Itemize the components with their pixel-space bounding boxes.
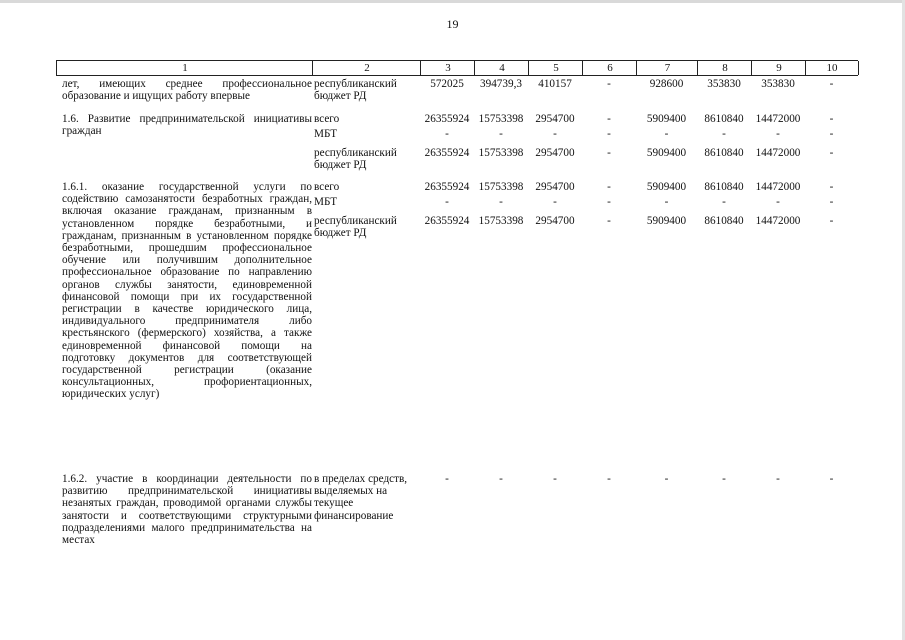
cell-col-7: 928600 — [649, 78, 684, 90]
cell-col-7: - — [664, 473, 669, 485]
cell-col-4: 394739,3 — [480, 78, 522, 90]
cell-col-8: - — [722, 196, 726, 208]
cell-col-10: - — [829, 113, 834, 125]
cell-col-3: 572025 — [430, 78, 464, 90]
cell-col-3: - — [445, 196, 449, 208]
cell-col-7: 5909400 — [646, 181, 687, 193]
cell-col-5: - — [553, 128, 557, 140]
cell-col-4: 15753398 — [478, 181, 524, 193]
cell-col-9: 14472000 — [755, 215, 801, 227]
cell-col-6: - — [607, 128, 611, 140]
cell-col-8: 8610840 — [704, 113, 744, 125]
cell-col-8: - — [722, 473, 726, 485]
row-funding-source: республиканский бюджет РД — [314, 147, 397, 172]
cell-col-5: - — [553, 473, 557, 485]
cell-col-4: - — [499, 196, 503, 208]
cell-col-4: - — [499, 473, 503, 485]
cell-col-9: 14472000 — [755, 113, 801, 125]
row-funding-source: республиканский бюджет РД — [314, 78, 397, 103]
cell-col-3: 26355924 — [424, 181, 470, 193]
header-col-2: 2 — [312, 61, 421, 75]
cell-col-6: - — [607, 78, 611, 90]
row-funding-source: всего — [314, 113, 340, 125]
row-description: 1.6. Развитие предпринимательской инициативы граждан — [62, 113, 312, 138]
page-number: 19 — [446, 17, 459, 31]
cell-col-9: 14472000 — [755, 181, 801, 193]
cell-col-3: - — [445, 473, 449, 485]
header-col-9: 9 — [751, 61, 806, 75]
cell-col-5: 2954700 — [535, 147, 575, 159]
row-funding-source: республиканский бюджет РД — [314, 215, 397, 240]
cell-col-9: - — [776, 128, 780, 140]
cell-col-7: 5909400 — [646, 113, 687, 125]
row-funding-source: в пределах средств, выделяемых на текущее финансирование — [314, 473, 408, 522]
cell-col-8: - — [722, 128, 726, 140]
cell-col-9: 14472000 — [755, 147, 801, 159]
header-col-8: 8 — [697, 61, 752, 75]
cell-col-10: - — [829, 215, 834, 227]
cell-col-8: 353830 — [707, 78, 741, 90]
cell-col-5: 2954700 — [535, 215, 575, 227]
cell-col-9: - — [776, 473, 780, 485]
cell-col-7: - — [664, 196, 669, 208]
cell-col-6: - — [607, 215, 611, 227]
header-col-4: 4 — [474, 61, 529, 75]
cell-col-6: - — [607, 113, 611, 125]
header-col-7: 7 — [636, 61, 698, 75]
table-header-row — [56, 60, 858, 76]
row-funding-source: МБТ — [314, 128, 338, 140]
cell-col-5: 2954700 — [535, 181, 575, 193]
cell-col-8: 8610840 — [704, 181, 744, 193]
cell-col-3: 26355924 — [424, 147, 470, 159]
cell-col-6: - — [607, 473, 611, 485]
header-col-1: 1 — [56, 61, 313, 75]
cell-col-7: - — [664, 128, 669, 140]
cell-col-10: - — [829, 181, 834, 193]
row-funding-source: МБТ — [314, 196, 338, 208]
cell-col-10: - — [829, 196, 834, 208]
cell-col-5: 410157 — [538, 78, 572, 90]
cell-col-5: - — [553, 196, 557, 208]
cell-col-6: - — [607, 181, 611, 193]
cell-col-3: 26355924 — [424, 113, 470, 125]
cell-col-10: - — [829, 128, 834, 140]
row-description: 1.6.1. оказание государственной услуги по содействию самозанятости безработных граждан, включая оказание гражданам, признанным в установленном порядке безработными, и гражданам, признанным в установленном порядке безработными, прошедшим профессиональное обучение или получившим дополнительное профессиональное образование по направлению органов службы занятости, единовременной финансовой помощи при их государственной регистрации в качестве юридического лица, индивидуального предпринимателя либо крестьянского (фермерского) хозяйства, а также единовременной финансовой помощи на подготовку документов для соответствующей государственной регистрации (оказание консультационных, профориентационных, юридических услуг) — [62, 181, 312, 401]
cell-col-7: 5909400 — [646, 147, 687, 159]
cell-col-3: 26355924 — [424, 215, 470, 227]
cell-col-4: - — [499, 128, 503, 140]
cell-col-4: 15753398 — [478, 215, 524, 227]
cell-col-10: - — [829, 78, 834, 90]
cell-col-10: - — [829, 147, 834, 159]
cell-col-4: 15753398 — [478, 113, 524, 125]
cell-col-9: 353830 — [761, 78, 795, 90]
cell-col-10: - — [829, 473, 834, 485]
cell-col-6: - — [607, 147, 611, 159]
header-col-5: 5 — [528, 61, 583, 75]
cell-col-5: 2954700 — [535, 113, 575, 125]
row-description: 1.6.2. участие в координации деятельности по развитию предпринимательской инициативы незанятых граждан, проводимой органами службы занятости и соответствующими структурными подразделениями малого предпринимательства на местах — [62, 473, 312, 547]
cell-col-6: - — [607, 196, 611, 208]
cell-col-3: - — [445, 128, 449, 140]
row-description: лет, имеющих среднее профессиональное образование и ищущих работу впервые — [62, 78, 312, 103]
header-col-6: 6 — [582, 61, 637, 75]
row-funding-source: всего — [314, 181, 340, 193]
cell-col-8: 8610840 — [704, 215, 744, 227]
header-col-10: 10 — [805, 61, 859, 75]
cell-col-9: - — [776, 196, 780, 208]
cell-col-8: 8610840 — [704, 147, 744, 159]
header-col-3: 3 — [420, 61, 475, 75]
cell-col-4: 15753398 — [478, 147, 524, 159]
page-edge-top — [0, 0, 905, 3]
cell-col-7: 5909400 — [646, 215, 687, 227]
